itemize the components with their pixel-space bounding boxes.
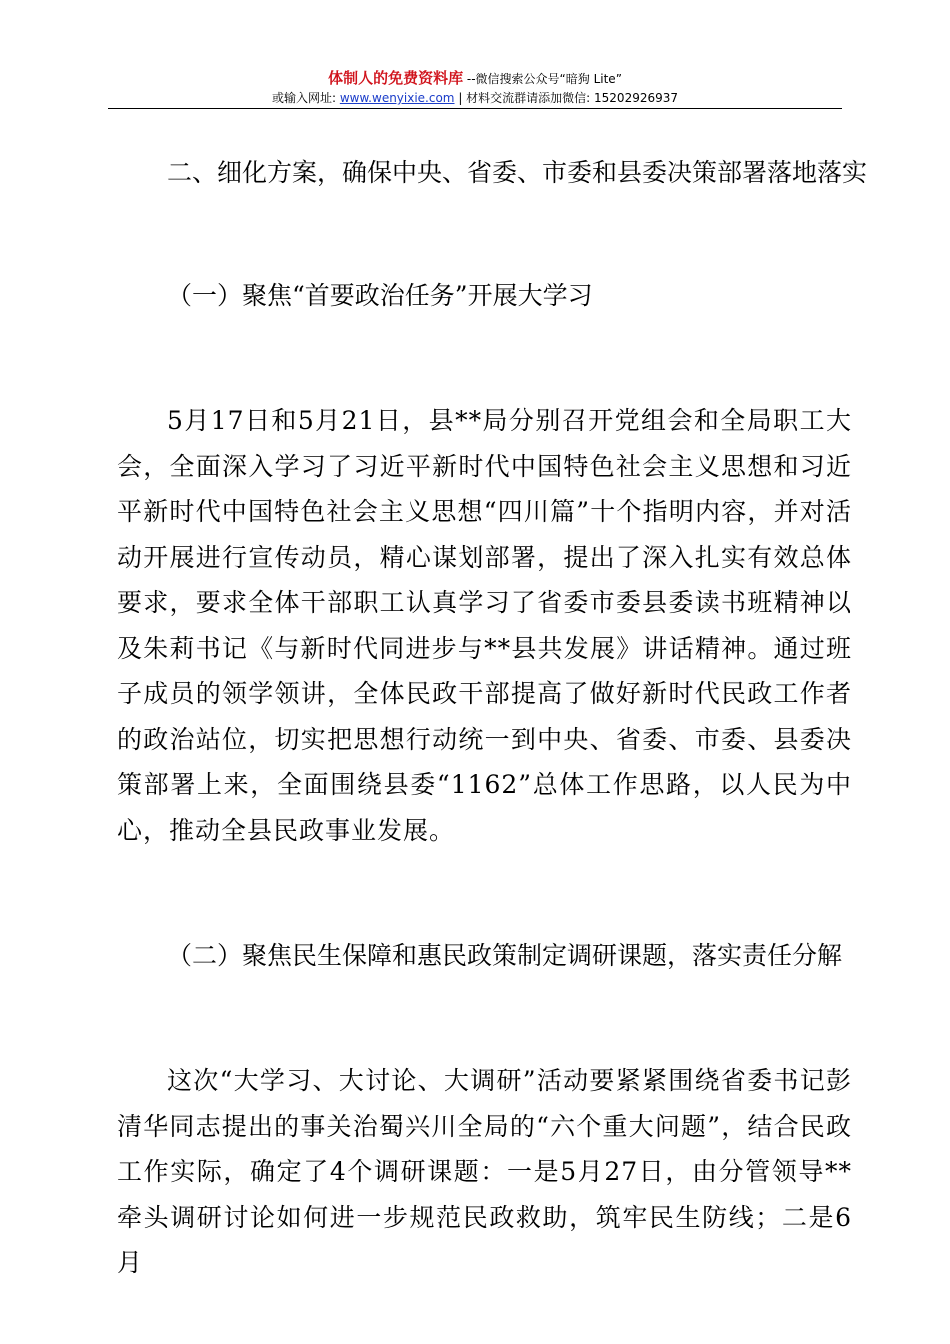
section-heading: 二、细化方案，确保中央、省委、市委和县委决策部署落地落实 — [167, 158, 868, 187]
page-header — [108, 68, 842, 107]
header-site-prefix: 或输入网址: — [271, 91, 340, 105]
subsection-heading-2: （二）聚焦民生保障和惠民政策制定调研课题，落实责任分解 — [167, 941, 843, 970]
paragraph-1: 5月17日和5月21日，县**局分别召开党组会和全局职工大会，全面深入学习了习近平新时代中国特色社会主义思想和习近平新时代中国特色社会主义思想“四川篇”十个指明内容，并对活动开展进行宣传动员，精心谋划部署，提出了深入扎实有效总体要求，要求全体干部职工认真学习了省委市委县委读书班精神以及朱莉书记《与新时代同进步与**县共发展》讲话精神。通过班子成员的领学领讲，全体民政干部提高了做好新时代民政工作者的政治站位，切实把思想行动统一到中央、省委、市委、县委决策部署上来，全面围绕县委“1162”总体工作思路，以人民为中心，推动全县民政事业发展。 — [117, 406, 852, 845]
document-body — [117, 150, 868, 1286]
header-site-suffix: | 材料交流群请添加微信: 15202926937 — [454, 91, 679, 105]
header-site-link[interactable]: www.wenyixie.com — [339, 91, 455, 105]
header-title: 体制人的免费资料库 — [328, 69, 464, 87]
header-subtitle: --微信搜索公众号“暗狗 Lite” — [463, 72, 622, 86]
header-divider — [108, 108, 842, 109]
subsection-heading-1: （一）聚焦“首要政治任务”开展大学习 — [167, 281, 593, 310]
header-site-line — [108, 89, 842, 107]
paragraph-2: 这次“大学习、大讨论、大调研”活动要紧紧围绕省委书记彭清华同志提出的事关治蜀兴川全局的“六个重大问题”，结合民政工作实际，确定了4个调研课题：一是5月27日，由分管领导**牵头调研讨论如何进一步规范民政救助，筑牢民生防线；二是6月 — [117, 1066, 852, 1277]
header-title-line — [108, 68, 842, 89]
